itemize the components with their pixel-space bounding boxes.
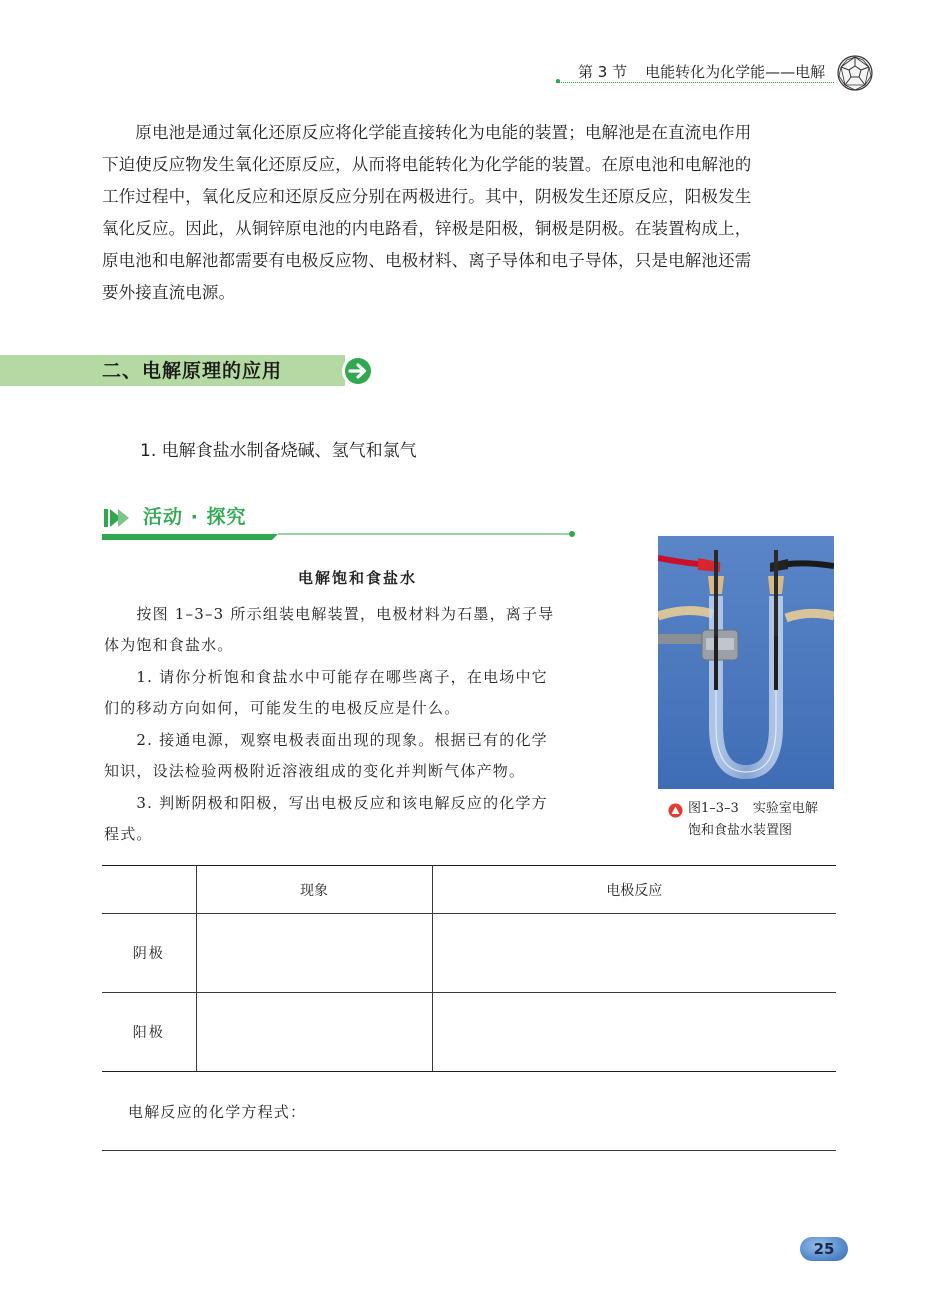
- activity-paragraph: [104, 599, 632, 661]
- running-header: [578, 61, 825, 82]
- table-header-cell: 电极反应: [432, 866, 836, 914]
- section-heading: 二、电解原理的应用: [102, 360, 283, 382]
- reaction-cell[interactable]: [432, 914, 836, 993]
- activity-line: 3. 判断阴极和阳极，写出电极反应和该电解反应的化学方: [104, 794, 548, 812]
- intro-line: 要外接直流电源。: [102, 283, 236, 302]
- table-row: [102, 993, 836, 1072]
- header-rule: [556, 82, 834, 83]
- table-header-row: [102, 866, 836, 914]
- activity-line: 按图 1–3–3 所示组装电解装置，电极材料为石墨，离子导: [104, 605, 555, 623]
- figure-caption-line2: 饱和食盐水装置图: [688, 823, 793, 838]
- row-label-cathode: 阴极: [102, 914, 196, 993]
- equation-prompt: 电解反应的化学方程式：: [128, 1103, 307, 1121]
- table-header-cell: [102, 866, 196, 914]
- table-header-cell: 现象: [196, 866, 432, 914]
- intro-paragraph: [102, 117, 838, 309]
- activity-step-2: [104, 725, 632, 787]
- intro-line: 下迫使反应物发生氧化还原反应，从而将电能转化为化学能的装置。在原电池和电解池的: [102, 155, 752, 174]
- activity-line: 知识，设法检验两极附近溶液组成的变化并判断气体产物。: [104, 762, 526, 780]
- activity-line: 程式。: [104, 825, 153, 843]
- table-row: [102, 914, 836, 993]
- page-number: 25: [800, 1237, 848, 1261]
- figure-number: 图1–3–3: [688, 801, 739, 816]
- header-section-title: 电能转化为化学能——电解: [645, 63, 826, 81]
- play-forward-icon: [104, 508, 132, 528]
- header-section-number: 第 3 节: [578, 63, 628, 81]
- intro-line: 氧化反应。因此，从铜锌原电池的内电路看，锌极是阳极，铜极是阴极。在装置构成上，: [102, 219, 752, 238]
- activity-line: 们的移动方向如何，可能发生的电极反应是什么。: [104, 699, 461, 717]
- figure-triangle-icon: [668, 803, 683, 818]
- observation-table: [102, 865, 836, 1072]
- arrow-right-icon: [339, 353, 377, 389]
- figure-caption-line1: [688, 799, 818, 819]
- activity-line: 2. 接通电源，观察电极表面出现的现象。根据已有的化学: [104, 731, 548, 749]
- row-label-anode: 阳极: [102, 993, 196, 1072]
- phenomenon-cell[interactable]: [196, 914, 432, 993]
- intro-line: 工作过程中，氧化反应和还原反应分别在两极进行。其中，阴极发生还原反应，阳极发生: [102, 187, 752, 206]
- fullerene-icon: [836, 54, 874, 92]
- electrolysis-apparatus-photo: [658, 536, 834, 789]
- activity-title: 电解饱和食盐水: [298, 569, 418, 587]
- activity-line: 1. 请你分析饱和食盐水中可能存在哪些离子，在电场中它: [104, 668, 548, 686]
- activity-label: 活动 · 探究: [143, 506, 247, 528]
- subsection-heading: 1. 电解食盐水制备烧碱、氢气和氯气: [140, 441, 417, 461]
- equation-answer-line[interactable]: [102, 1150, 836, 1151]
- reaction-cell[interactable]: [432, 993, 836, 1072]
- intro-line: 原电池和电解池都需要有电极反应物、电极材料、离子导体和电子导体，只是电解池还需: [102, 251, 752, 270]
- activity-step-3: [104, 788, 632, 850]
- activity-line: 体为饱和食盐水。: [104, 636, 234, 654]
- intro-line: 原电池是通过氧化还原反应将化学能直接转化为电能的装置；电解池是在直流电作用: [102, 123, 752, 142]
- activity-step-1: [104, 662, 632, 724]
- phenomenon-cell[interactable]: [196, 993, 432, 1072]
- activity-underline: [102, 530, 577, 542]
- figure-caption-text: 实验室电解: [752, 801, 818, 816]
